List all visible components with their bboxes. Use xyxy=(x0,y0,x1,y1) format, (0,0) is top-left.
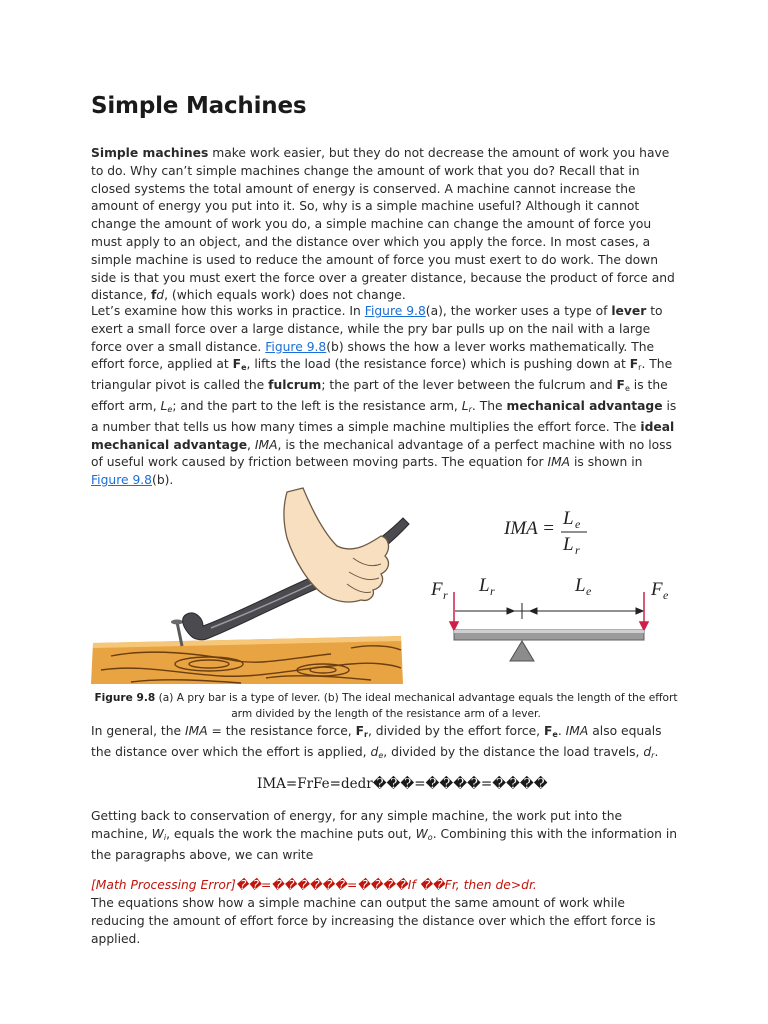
svg-text:L: L xyxy=(563,508,574,529)
ima-equation: IMA=FrFe=dedr���=����=���� xyxy=(257,776,548,792)
svg-text:L: L xyxy=(563,534,574,555)
wood-plank xyxy=(91,636,403,684)
svg-text:r: r xyxy=(490,584,495,598)
math-processing-error: [Math Processing Error]��=������=����If ��Fr, then de>dr. xyxy=(91,878,537,892)
dimension-arrows xyxy=(455,603,643,619)
term-ideal-mechanical-advantage: ideal mechanical advantage xyxy=(91,419,675,452)
fulcrum-triangle xyxy=(510,641,534,661)
figure-link[interactable]: Figure 9.8 xyxy=(91,473,153,488)
term-mechanical-advantage: mechanical advantage xyxy=(506,398,663,413)
ima-label: IMA = xyxy=(504,518,555,539)
term-simple-machines: Simple machines xyxy=(91,146,209,160)
term-fulcrum: fulcrum xyxy=(268,378,322,393)
lever-beam xyxy=(454,630,644,640)
paragraph-conservation: Getting back to conservation of energy, for any simple machine, the work put into the machine, $W_i$, equals the work the machine puts out, $W_o$. Combining this with the information in the paragraphs above, we can write xyxy=(91,809,678,862)
label-lr: L xyxy=(479,575,490,596)
svg-text:e: e xyxy=(586,584,592,598)
label-fr: F xyxy=(431,579,443,600)
paragraph-intro: Simple machines make work easier, but they do not decrease the amount of work you have to do. Why can’t simple machines change the amount of work that you do? Recall that in closed systems the total amount of energy is conserved. A machine cannot increase the amount of energy you put into it. So, why is a simple machine useful? Although it cannot change the amount of work you do, a simple machine can change the amount of force you must apply to an object, and the distance over which you apply the force. In most cases, a simple machine is used to reduce the amount of force you must exert to do work. The down side is that you must exert the force over a greater distance, because the product of force and distance, fd, (which equals work) does not change. xyxy=(91,146,675,303)
figure-link[interactable]: Figure 9.8 xyxy=(364,304,426,318)
paragraph-lever: Let’s examine how this works in practice. In Figure 9.8(a), the worker uses a type of lever to exert a small force over a large distance, while the pry bar pulls up on the nail with a large force over a small distance. Figure 9.8(b) shows the how a lever works mathematically. The effort force, applied at $F_e$, lifts the load (the resistance force) which is pushing down at $F_r$. The triangular pivot is called the fulcrum; the part of the lever between the fulcrum and $F_e$ is the effort arm, $L_e$; and the part to the left is the resistance arm, $L_r$. The mechanical advantage is a number that tells us how many times a simple machine multiplies the effort force. The ideal mechanical advantage, IMA, is the mechanical advantage of a perfect machine with no loss of useful work caused by friction between moving parts. The equation for IMA is shown in Figure 9.8(b). xyxy=(91,304,677,488)
page-title: Simple Machines xyxy=(91,93,307,119)
svg-text:r: r xyxy=(575,543,580,557)
paragraph-ima: In general, the IMA = the resistance force, $F_r$, divided by the effort force, $F_e$. IMA also equals the distance over which the effort is applied, $d_e$, divided by the distance the load travels, $d_r$. xyxy=(91,724,662,760)
figure-link[interactable]: Figure 9.8 xyxy=(265,339,327,354)
figure-caption: Figure 9.8 (a) A pry bar is a type of lever. (b) The ideal mechanical advantage equals the length of the effort arm divided by the length of the resistance arm of a lever. xyxy=(94,692,678,720)
ima-formula xyxy=(503,508,587,557)
term-lever: lever xyxy=(611,304,647,318)
svg-text:e: e xyxy=(575,517,581,531)
paragraph-conclusion: The equations show how a simple machine can output the same amount of work while reducing the amount of effort force by increasing the distance over which the effort force is applied. xyxy=(91,896,656,946)
svg-text:e: e xyxy=(663,588,669,602)
figure-lever xyxy=(91,478,681,688)
svg-text:r: r xyxy=(443,588,448,602)
label-le: L xyxy=(575,575,586,596)
label-fe: F xyxy=(651,579,663,600)
lever-labels xyxy=(430,575,669,602)
